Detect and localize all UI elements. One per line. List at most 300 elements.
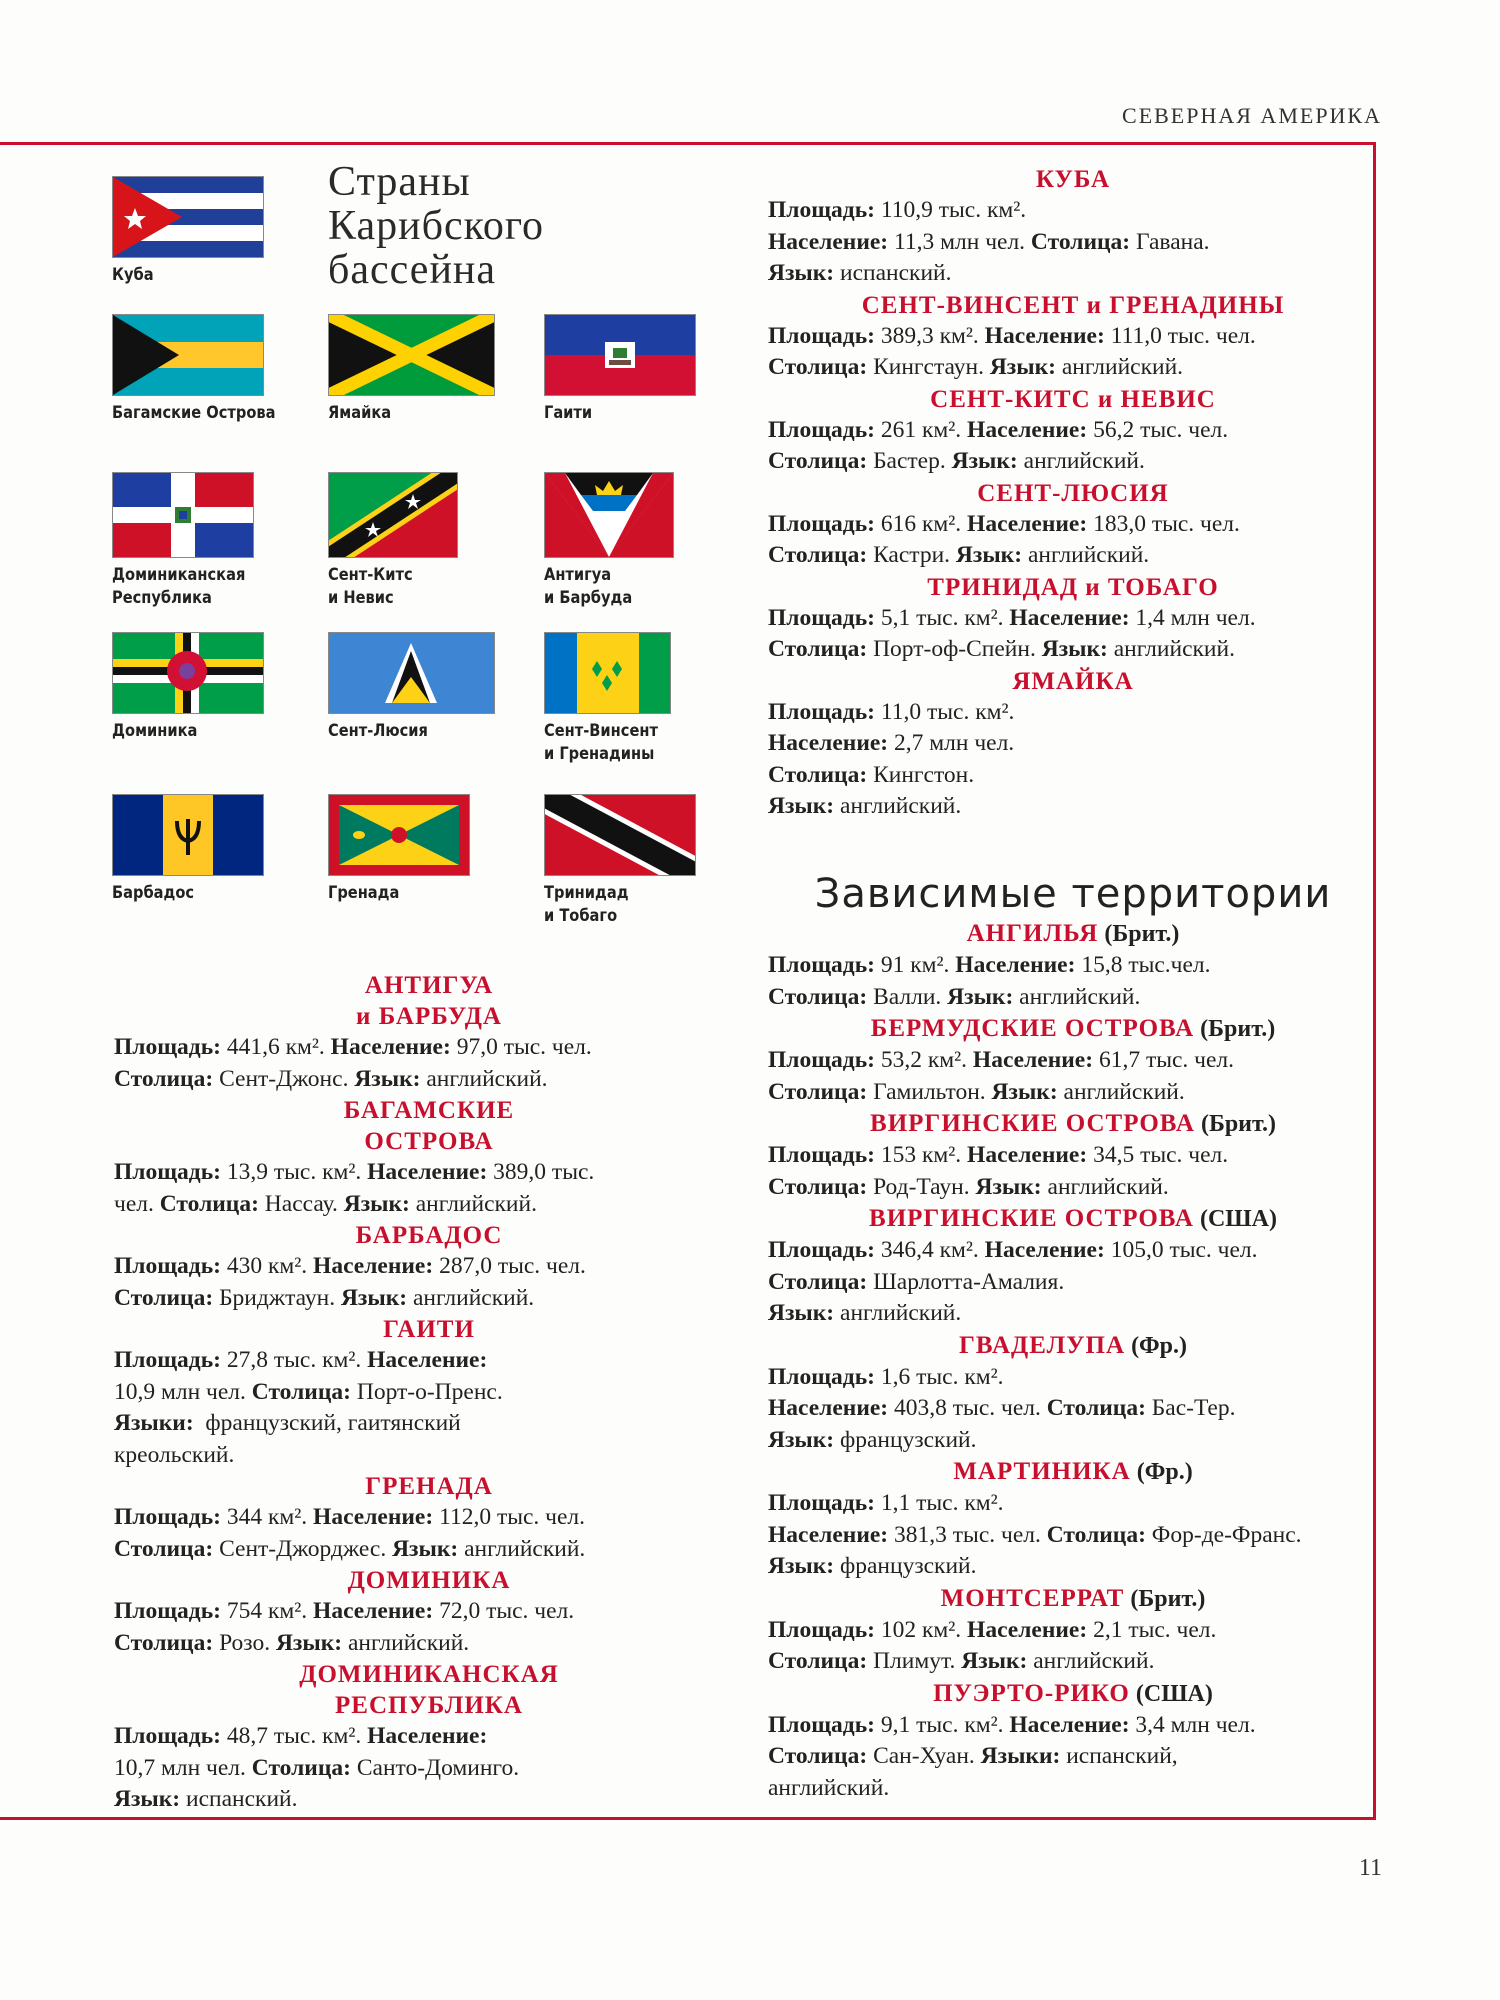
fact-label: Язык: xyxy=(354,1065,421,1092)
flag-haiti xyxy=(544,314,744,425)
fact-value: французский. xyxy=(834,1426,977,1453)
country-facts xyxy=(768,950,1378,1013)
fact-label: Население: xyxy=(313,1253,434,1279)
fact-line xyxy=(114,1596,744,1628)
country-name-text: АНГИЛЬЯ xyxy=(966,920,1099,947)
fact-line xyxy=(768,352,1378,384)
fact-value: Шарлотта-Амалия. xyxy=(867,1268,1065,1295)
fact-value: Кастри. xyxy=(867,542,956,568)
fact-value: 97,0 тыс. чел. xyxy=(450,1034,592,1060)
fact-line xyxy=(768,195,1378,227)
fact-value: 616 км². xyxy=(874,510,968,537)
fact-line xyxy=(768,1488,1378,1520)
fact-line xyxy=(768,509,1378,541)
fact-label: Язык: xyxy=(768,260,835,286)
country-name xyxy=(768,1108,1378,1140)
saint-vincent-flag-icon xyxy=(544,632,671,714)
fact-label: Население: xyxy=(768,1395,889,1421)
fact-line xyxy=(114,1628,744,1660)
fact-value: 2,7 млн чел. xyxy=(888,730,1015,756)
flag-stlucia xyxy=(328,632,528,743)
country-facts xyxy=(768,1710,1378,1805)
fact-label: Язык: xyxy=(768,1300,835,1326)
flag-label: Тринидад и Тобаго xyxy=(544,883,629,926)
fact-value: Бас-Тер. xyxy=(1145,1395,1236,1421)
fact-value: Бриджтаун. xyxy=(213,1284,341,1311)
fact-label: Население: xyxy=(984,1237,1105,1263)
trinidad-flag-icon xyxy=(544,794,696,876)
fact-value: английский. xyxy=(342,1629,470,1656)
fact-label: Площадь: xyxy=(114,1253,221,1279)
running-head: СЕВЕРНАЯ АМЕРИКА xyxy=(1122,103,1382,128)
fact-label: Население: xyxy=(955,952,1076,978)
fact-value: 9,1 тыс. км². xyxy=(874,1711,1010,1738)
flag-barbados xyxy=(112,794,312,905)
country-name-text: ГАИТИ xyxy=(383,1316,475,1343)
fact-label: Население: xyxy=(768,730,889,756)
fact-value: Гамильтон. xyxy=(867,1078,992,1105)
fact-label: Язык: xyxy=(961,1648,1028,1674)
fact-value: 389,0 тыс. xyxy=(487,1159,595,1185)
haiti-flag-icon xyxy=(544,314,696,396)
fact-label: Население: xyxy=(313,1504,434,1530)
fact-value: 102 км². xyxy=(874,1616,968,1643)
country-facts xyxy=(768,195,1378,290)
fact-line xyxy=(114,1032,744,1064)
fact-line xyxy=(768,634,1378,666)
flag-jamaica xyxy=(328,314,528,425)
country-name xyxy=(768,384,1378,415)
section-heading: Зависимые территории xyxy=(814,871,1332,917)
country-entry xyxy=(768,1203,1378,1330)
fact-value: английский. xyxy=(1041,1173,1169,1200)
fact-label: Столица: xyxy=(114,1284,214,1311)
saint-lucia-flag-icon xyxy=(328,632,495,714)
country-name xyxy=(768,478,1378,509)
fact-value: 112,0 тыс. чел. xyxy=(433,1504,586,1530)
fact-value: 27,8 тыс. км². xyxy=(220,1347,368,1373)
fact-value: 287,0 тыс. чел. xyxy=(433,1253,586,1279)
fact-value: английский. xyxy=(1027,1648,1155,1674)
fact-label: Столица: xyxy=(768,542,868,568)
fact-label: Столица: xyxy=(114,1065,214,1092)
flag-label: Сент-Китс и Невис xyxy=(328,565,413,608)
country-status: (Фр.) xyxy=(1130,1459,1193,1485)
country-facts xyxy=(768,1140,1378,1203)
fact-line xyxy=(768,1615,1378,1647)
fact-label: Столица: xyxy=(251,1754,351,1781)
fact-label: Население: xyxy=(367,1347,488,1373)
country-name-text: БАРБАДОС xyxy=(355,1222,503,1249)
country-name xyxy=(114,1471,744,1502)
fact-label: Площадь: xyxy=(114,1723,221,1749)
fact-line xyxy=(114,1784,744,1816)
flag-trinidad xyxy=(544,794,744,928)
fact-label: Столица: xyxy=(768,1648,868,1674)
flag-grenada xyxy=(328,794,528,905)
fact-label: Площадь: xyxy=(768,510,875,537)
fact-value: 754 км². xyxy=(220,1598,314,1624)
dominican-republic-flag-icon xyxy=(112,472,254,558)
fact-value: Род-Таун. xyxy=(867,1173,976,1200)
fact-label: Площадь: xyxy=(114,1598,221,1624)
country-name-text: КУБА xyxy=(1035,166,1111,193)
country-entry xyxy=(768,1330,1378,1457)
fact-label: Столица: xyxy=(768,1173,868,1200)
fact-label: Население: xyxy=(967,416,1088,443)
fact-label: Население: xyxy=(967,510,1088,537)
country-entry xyxy=(768,164,1378,290)
country-name-text: МАРТИНИКА xyxy=(953,1458,1131,1485)
fact-value: английский. xyxy=(1057,1078,1185,1105)
fact-value: английский. xyxy=(407,1284,535,1311)
fact-label: Язык: xyxy=(392,1535,459,1562)
fact-value: 153 км². xyxy=(874,1142,968,1168)
fact-line xyxy=(114,1251,744,1283)
flag-label: Барбадос xyxy=(112,883,195,903)
flag-label: Куба xyxy=(112,265,154,285)
fact-value: 111,0 тыс. чел. xyxy=(1104,322,1256,349)
fact-label: Население: xyxy=(967,1616,1088,1643)
country-name xyxy=(768,1203,1378,1235)
fact-label: Столица: xyxy=(159,1190,259,1217)
fact-value: Плимут. xyxy=(867,1648,962,1674)
fact-label: Площадь: xyxy=(768,1711,875,1738)
country-entry xyxy=(768,1678,1378,1805)
fact-value: испанский. xyxy=(180,1786,298,1812)
country-name-text: СЕНТ-ВИНСЕНТ и ГРЕНАДИНЫ xyxy=(861,291,1285,319)
fact-value: 53,2 км². xyxy=(874,1047,973,1073)
flag-label: Ямайка xyxy=(328,403,392,423)
fact-line xyxy=(114,1502,744,1534)
country-status: (США) xyxy=(1129,1680,1213,1707)
fact-line xyxy=(114,1408,744,1440)
country-name-text: БЕРМУДСКИЕ ОСТРОВА xyxy=(870,1015,1195,1042)
fact-value: английский. xyxy=(1107,636,1235,662)
title-line: бассейна xyxy=(328,247,497,293)
country-entry xyxy=(768,1108,1378,1203)
country-name-text: СЕНТ-ЛЮСИЯ xyxy=(977,479,1169,507)
fact-value: французский, гаитянский xyxy=(193,1410,461,1436)
country-name-text: ВИРГИНСКИЕ ОСТРОВА xyxy=(870,1110,1195,1137)
fact-label: Население: xyxy=(367,1723,488,1749)
fact-value: 15,8 тыс.чел. xyxy=(1075,952,1211,978)
fact-label: Площадь: xyxy=(768,197,875,223)
fact-value: английский. xyxy=(409,1190,537,1217)
fact-label: Столица: xyxy=(114,1535,214,1562)
country-status: (Брит.) xyxy=(1124,1585,1206,1612)
country-entry xyxy=(768,290,1378,384)
fact-line xyxy=(768,1393,1378,1425)
country-name-text: СЕНТ-КИТС и НЕВИС xyxy=(930,385,1216,413)
fact-value: креольский. xyxy=(114,1441,235,1468)
country-status: (Фр.) xyxy=(1125,1332,1188,1359)
fact-line xyxy=(114,1345,744,1377)
fact-line xyxy=(114,1753,744,1785)
fact-label: Население: xyxy=(768,1521,889,1548)
fact-value: Кингстаун. xyxy=(867,354,990,380)
fact-value: 1,4 млн чел. xyxy=(1129,604,1256,631)
country-entry xyxy=(768,666,1378,823)
fact-value: 105,0 тыс. чел. xyxy=(1104,1237,1258,1263)
fact-line xyxy=(768,540,1378,572)
fact-label: Столица: xyxy=(768,448,868,474)
country-entry xyxy=(114,1659,744,1816)
fact-label: Столица: xyxy=(768,983,868,1010)
title-line: Карибского xyxy=(328,203,545,249)
fact-line xyxy=(114,1189,744,1221)
country-entry xyxy=(114,970,744,1095)
country-entry xyxy=(768,572,1378,666)
country-name xyxy=(768,1013,1378,1045)
fact-value: 430 км². xyxy=(220,1253,314,1279)
fact-label: Население: xyxy=(367,1159,488,1185)
country-name xyxy=(768,918,1378,950)
fact-line xyxy=(114,1157,744,1189)
fact-value: 56,2 тыс. чел. xyxy=(1087,416,1229,443)
fact-label: Площадь: xyxy=(768,1142,875,1168)
fact-label: Столица: xyxy=(1046,1521,1146,1548)
fact-label: Площадь: xyxy=(114,1347,221,1373)
fact-label: Язык: xyxy=(114,1786,181,1812)
fact-value: 34,5 тыс. чел. xyxy=(1087,1142,1229,1168)
fact-label: Население: xyxy=(313,1598,434,1624)
fact-value: 2,1 тыс. чел. xyxy=(1087,1616,1217,1643)
fact-value: английский. xyxy=(834,793,962,819)
country-facts xyxy=(768,697,1378,823)
fact-label: Столица: xyxy=(1030,228,1131,255)
fact-label: Язык: xyxy=(951,448,1018,474)
fact-label: Население: xyxy=(1009,1711,1130,1738)
fact-value: 13,9 тыс. км². xyxy=(220,1159,368,1185)
fact-line xyxy=(768,1710,1378,1742)
country-status: (Брит.) xyxy=(1194,1111,1276,1137)
country-name-text: ПУЭРТО-РИКО xyxy=(933,1679,1130,1707)
title-line: Страны xyxy=(328,159,471,205)
fact-line xyxy=(114,1534,744,1566)
fact-value: 346,4 км². xyxy=(874,1237,985,1263)
fact-value: Порт-о-Пренс. xyxy=(350,1378,503,1405)
fact-label: Языки: xyxy=(980,1743,1061,1769)
fact-line xyxy=(114,1283,744,1315)
country-name xyxy=(768,164,1378,195)
country-facts xyxy=(768,1362,1378,1457)
country-status: (США) xyxy=(1193,1206,1277,1232)
country-facts xyxy=(768,321,1378,384)
country-facts xyxy=(768,1615,1378,1678)
grenada-flag-icon xyxy=(328,794,470,876)
fact-value: Розо. xyxy=(213,1629,276,1656)
fact-label: Площадь: xyxy=(114,1034,221,1060)
fact-value: 11,0 тыс. км². xyxy=(874,698,1015,725)
country-facts xyxy=(768,509,1378,572)
fact-value: 61,7 тыс. чел. xyxy=(1093,1047,1235,1073)
flag-cuba xyxy=(112,176,312,287)
fact-value: Сент-Джорджес. xyxy=(213,1535,393,1562)
fact-label: Язык: xyxy=(275,1629,343,1656)
country-name xyxy=(114,970,744,1032)
country-entry xyxy=(114,1314,744,1471)
fact-line xyxy=(114,1064,744,1096)
fact-label: Столица: xyxy=(768,761,868,788)
fact-line xyxy=(768,1646,1378,1678)
flag-label: Антигуа и Барбуда xyxy=(544,565,633,608)
bahamas-flag-icon xyxy=(112,314,264,396)
left-column xyxy=(114,970,744,1816)
country-name-text: ЯМАЙКА xyxy=(1012,667,1134,695)
fact-line xyxy=(114,1440,744,1472)
jamaica-flag-icon xyxy=(328,314,495,396)
fact-label: Площадь: xyxy=(768,952,875,978)
fact-value: 441,6 км². xyxy=(220,1034,331,1060)
country-name-text: БАГАМСКИЕ ОСТРОВА xyxy=(343,1097,515,1155)
country-entry xyxy=(768,1583,1378,1678)
fact-label: Площадь: xyxy=(768,1363,875,1390)
fact-line xyxy=(768,760,1378,792)
country-facts xyxy=(114,1345,744,1471)
country-facts xyxy=(768,1235,1378,1330)
country-facts xyxy=(114,1157,744,1220)
country-name xyxy=(768,1456,1378,1488)
fact-line xyxy=(768,1741,1378,1773)
fact-value: 381,3 тыс. чел. xyxy=(888,1521,1047,1548)
country-name-text: ГРЕНАДА xyxy=(365,1473,493,1500)
fact-label: Язык: xyxy=(991,1078,1058,1105)
flag-bahamas xyxy=(112,314,312,425)
fact-value: Бастер. xyxy=(867,448,952,474)
country-entry xyxy=(114,1220,744,1314)
fact-value: 91 км². xyxy=(874,952,956,978)
country-entry xyxy=(768,1456,1378,1583)
flag-label: Сент-Винсент и Гренадины xyxy=(544,721,658,764)
fact-label: Население: xyxy=(972,1047,1094,1073)
fact-line xyxy=(768,697,1378,729)
flag-label: Гренада xyxy=(328,883,400,903)
fact-value: 5,1 тыс. км². xyxy=(874,604,1010,631)
country-name xyxy=(768,1583,1378,1615)
antigua-flag-icon xyxy=(544,472,674,558)
fact-line xyxy=(114,1377,744,1409)
fact-value: Сан-Хуан. xyxy=(867,1743,981,1769)
flag-label: Доминика xyxy=(112,721,198,741)
country-entry xyxy=(114,1095,744,1220)
fact-line xyxy=(768,258,1378,290)
country-name xyxy=(114,1220,744,1251)
fact-label: Площадь: xyxy=(768,322,875,349)
fact-label: Население: xyxy=(967,1142,1088,1168)
fact-label: Население: xyxy=(768,228,889,255)
cuba-flag-icon xyxy=(112,176,264,258)
fact-value: английский. xyxy=(834,1300,962,1326)
country-name xyxy=(768,1678,1378,1710)
fact-value: английский. xyxy=(458,1535,586,1562)
fact-label: Площадь: xyxy=(768,416,875,443)
fact-line xyxy=(768,446,1378,478)
country-facts xyxy=(768,1045,1378,1108)
fact-line xyxy=(768,1267,1378,1299)
country-entry xyxy=(114,1471,744,1565)
fact-label: Язык: xyxy=(768,1426,835,1453)
fact-value: 10,7 млн чел. xyxy=(114,1754,252,1781)
fact-value: 11,3 млн чел. xyxy=(888,228,1031,255)
country-name xyxy=(114,1659,744,1721)
country-name-text: ТРИНИДАД и ТОБАГО xyxy=(927,573,1219,601)
fact-label: Язык: xyxy=(768,1553,835,1579)
fact-label: Столица: xyxy=(1046,1395,1146,1421)
fact-value: английский. xyxy=(1055,354,1184,380)
country-status: (Брит.) xyxy=(1098,921,1180,947)
fact-label: Столица: xyxy=(768,1743,868,1769)
fact-value: 110,9 тыс. км². xyxy=(874,197,1027,223)
page-number: 11 xyxy=(1358,1855,1382,1881)
fact-value: Валли. xyxy=(867,983,948,1010)
country-facts xyxy=(114,1251,744,1314)
country-facts xyxy=(768,415,1378,478)
flag-stvincent xyxy=(544,632,744,766)
country-name-text: АНТИГУА и БАРБУДА xyxy=(356,972,502,1030)
flag-antigua xyxy=(544,472,744,610)
country-entry xyxy=(768,478,1378,572)
fact-value: Порт-оф-Спейн. xyxy=(867,636,1042,662)
country-facts xyxy=(114,1721,744,1816)
fact-label: Площадь: xyxy=(768,1616,875,1643)
country-name-text: ГВАДЕЛУПА xyxy=(958,1331,1126,1359)
country-facts xyxy=(114,1502,744,1565)
fact-value: 389,3 км². xyxy=(874,322,985,349)
fact-value: Фор-де-Франс. xyxy=(1145,1521,1302,1548)
fact-line xyxy=(114,1721,744,1753)
fact-label: Население: xyxy=(1009,604,1130,631)
fact-line xyxy=(768,791,1378,823)
fact-value: Нассау. xyxy=(258,1190,344,1217)
fact-label: Языки: xyxy=(114,1410,194,1436)
fact-label: Язык: xyxy=(1041,636,1108,662)
fact-line xyxy=(768,227,1378,259)
fact-label: Столица: xyxy=(768,636,868,662)
fact-line xyxy=(768,1362,1378,1394)
page-title xyxy=(328,160,628,292)
fact-line xyxy=(768,728,1378,760)
fact-value: 183,0 тыс. чел. xyxy=(1087,510,1240,537)
flag-label: Багамские Острова xyxy=(112,403,276,423)
country-name xyxy=(768,572,1378,603)
country-status: (Брит.) xyxy=(1194,1016,1276,1042)
fact-label: Население: xyxy=(330,1034,451,1060)
country-name xyxy=(114,1565,744,1596)
fact-value: 344 км². xyxy=(220,1504,314,1530)
barbados-flag-icon xyxy=(112,794,264,876)
fact-label: Столица: xyxy=(114,1629,214,1656)
dependent-list xyxy=(768,918,1378,1804)
fact-value: английский. xyxy=(1022,542,1150,568)
fact-label: Язык: xyxy=(975,1173,1042,1200)
fact-label: Площадь: xyxy=(768,1490,875,1516)
fact-value: английский. xyxy=(1013,983,1141,1010)
country-facts xyxy=(768,1488,1378,1583)
fact-value: Сент-Джонс. xyxy=(213,1065,355,1092)
fact-value: французский. xyxy=(834,1553,977,1579)
fact-value: английский. xyxy=(420,1065,548,1092)
fact-line xyxy=(768,1045,1378,1077)
fact-value: чел. xyxy=(114,1190,160,1217)
country-entry xyxy=(768,918,1378,1013)
fact-value: Кингстон. xyxy=(867,761,975,788)
fact-value: 72,0 тыс. чел. xyxy=(433,1598,575,1624)
flag-dominican xyxy=(112,472,312,610)
dominica-flag-icon xyxy=(112,632,264,714)
country-name xyxy=(114,1095,744,1157)
fact-value: английский. xyxy=(768,1774,890,1801)
